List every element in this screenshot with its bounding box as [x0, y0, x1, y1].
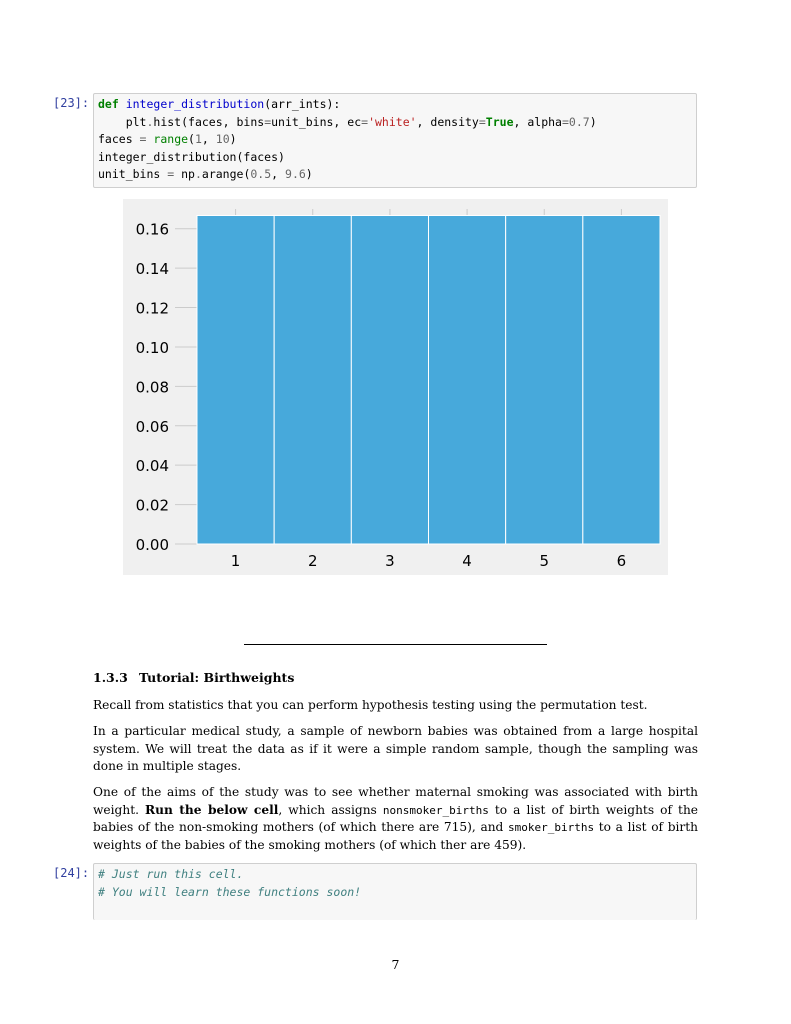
y-tick-label: 0.14 — [135, 260, 169, 279]
code-token: True — [485, 114, 514, 129]
paragraph-1: Recall from statistics that you can perform hypothesis testing using the permutation test. — [93, 698, 648, 712]
code-line — [98, 96, 692, 114]
code-token: ) — [305, 167, 313, 181]
y-tick-label: 0.02 — [135, 496, 169, 515]
code-token: 0.5 — [250, 167, 272, 181]
histogram-bar — [583, 216, 660, 544]
code-smoker-births: smoker_births — [508, 821, 595, 834]
code-cell-23[interactable] — [93, 93, 697, 188]
code-token: def — [98, 97, 126, 111]
code-token: , alpha — [513, 114, 562, 129]
histogram-bar — [274, 216, 351, 544]
x-tick-label: 6 — [616, 552, 627, 570]
code-token: unit_bins — [98, 167, 168, 181]
y-tick-label: 0.16 — [135, 220, 169, 239]
x-tick-label: 5 — [539, 552, 550, 570]
code-token: = — [561, 114, 569, 129]
code-cell-24[interactable] — [93, 863, 697, 920]
paragraph-3-text-4: to a list of birth weights of the babies of the smoking mothers (of which ther are 459). — [93, 820, 698, 852]
section-title: Tutorial: Birthweights — [139, 670, 295, 685]
code-token: = — [264, 114, 272, 129]
histogram-bar — [506, 216, 583, 544]
code-token: 'white' — [368, 114, 417, 129]
code-line — [98, 866, 692, 884]
code-token: # Just run this cell. — [98, 867, 244, 881]
code-line — [98, 166, 692, 184]
paragraph-3-bold: Run the below cell — [145, 802, 279, 817]
code-token: np — [174, 167, 195, 181]
code-token: unit_bins, ec — [271, 114, 362, 129]
code-token: = — [139, 132, 147, 146]
code-token: integer_distribution(faces) — [98, 149, 285, 164]
cell-23-prompt: [23]: — [53, 96, 90, 110]
code-token: 1 — [194, 132, 202, 146]
y-tick-label: 0.10 — [135, 338, 169, 357]
x-tick-label: 3 — [385, 552, 395, 570]
code-token: = — [478, 114, 486, 129]
histogram-chart — [123, 199, 668, 575]
code-token: ( — [188, 132, 195, 146]
code-token: , density — [416, 114, 479, 129]
code-token: hist(faces, bins — [153, 114, 265, 129]
paragraph-3-text-2: , which assigns — [278, 802, 383, 817]
code-token: # You will learn these functions soon! — [98, 884, 362, 899]
paragraph-3-text-3: to a list of birth weights of the babies of the non-smoking mothers (of which there are 715), and — [93, 802, 699, 834]
code-token: faces — [98, 132, 140, 146]
section-number: 1.3.3 — [93, 670, 128, 685]
code-token: ) — [589, 114, 597, 129]
code-token: 0.7 — [568, 114, 590, 129]
histogram-bar — [197, 216, 274, 544]
y-tick-label: 0.08 — [135, 378, 169, 397]
x-tick-label: 4 — [462, 552, 472, 570]
code-token: , — [201, 132, 216, 146]
histogram-bar — [351, 216, 428, 544]
cell-24-prompt: [24]: — [53, 866, 90, 880]
section-heading — [93, 670, 294, 685]
code-line — [98, 131, 692, 149]
code-token: 9.6 — [285, 167, 306, 181]
code-token: (arr_ints): — [264, 97, 341, 111]
code-token: arange( — [201, 167, 251, 181]
code-token: = — [167, 167, 175, 181]
code-line — [98, 114, 692, 132]
histogram-bar — [429, 216, 506, 544]
y-tick-label: 0.00 — [135, 536, 169, 554]
code-token: ) — [229, 132, 237, 146]
x-tick-label: 1 — [230, 552, 241, 570]
y-tick-label: 0.06 — [135, 417, 169, 436]
section-divider — [244, 644, 547, 645]
y-tick-label: 0.04 — [135, 457, 169, 476]
paragraph-3 — [93, 784, 698, 854]
code-nonsmoker-births: nonsmoker_births — [382, 803, 489, 817]
code-token: integer_distribution — [125, 97, 265, 111]
code-token: , — [271, 167, 286, 181]
y-tick-label: 0.12 — [135, 299, 169, 318]
code-token: 10 — [215, 132, 230, 146]
page-number: 7 — [391, 957, 400, 972]
code-line — [98, 884, 692, 902]
code-token: . — [194, 167, 202, 181]
code-token: = — [361, 114, 369, 129]
code-line — [98, 149, 692, 167]
x-tick-label: 2 — [307, 552, 318, 570]
paragraph-2: In a particular medical study, a sample of newborn babies was obtained from a large hospital system. We will treat the data as if it were a simple random sample, though the sampling was done in multiple stages. — [93, 724, 698, 773]
code-token: range — [153, 132, 189, 146]
code-token: . — [146, 114, 154, 129]
code-token: plt — [98, 114, 147, 129]
paragraph-3-text-1: One of the aims of the study was to see whether maternal smoking was associated with birth weight. — [93, 785, 698, 817]
